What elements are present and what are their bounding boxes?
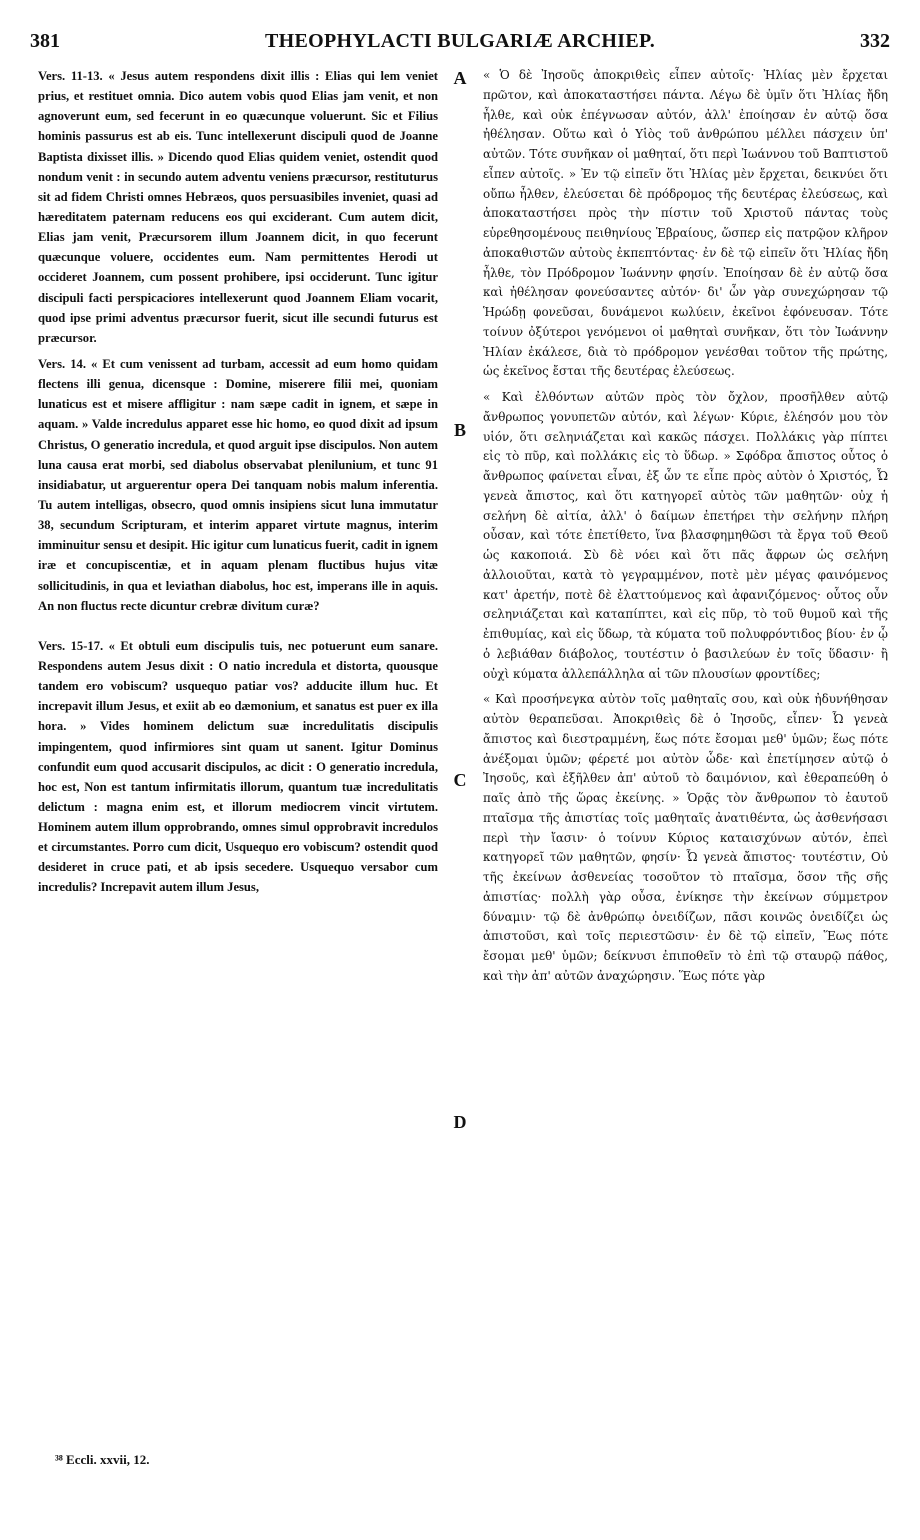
margin-letter-a: A <box>453 68 467 88</box>
latin-paragraph-vers-14: Vers. 14. « Et cum venissent ad turbam, accessit ad eum homo quidam flectens illi genua, dicensque : Domine, miserere filii mei, quoniam lunaticus est et misere affligitur : nam sæpe cadit in ignem, et sæpe in aquam. » Valde incredulus apparet esse hic homo, eo quod dixit ad ipsum Christus, O generatio incredula, et quod arguit ipse discipulos. Non autem luna causa erat morbi, sed diabolus observabat plenilunium, et tunc 91 insidiabatur, ut arguerentur opera Dei tanquam nobis malum inferentia. Tu autem intelligas, obsecro, quod omnis insipiens sicut luna immutatur 38, secundum Scripturam, et interim apparet virtute magnus, interim imminuitur sensu et desipit. Hic igitur cum lunaticus fuerit, cadit in ignem iræ et concupiscentiæ, et in aquam plenam fluctibus hujus vitæ sollicitudinis, in qua et leviathan diabolus, hoc est, imperans ille in aquis. An non fluctus recte dicuntur crebræ divitum curæ? <box>38 356 438 613</box>
margin-letter-c: C <box>453 770 467 790</box>
latin-column <box>38 66 438 898</box>
footnote: ³⁸ Eccli. xxvii, 12. <box>55 1452 150 1467</box>
margin-letter-d: D <box>453 1112 467 1132</box>
latin-paragraph-vers-11-13: Vers. 11-13. « Jesus autem respondens dixit illis : Elias qui lem veniet prius, et restituet omnia. Dico autem vobis quod Elias jam venit, et non agnoverunt eum, sed fecerunt in eo quæcunque voluerunt. Sic et Filius hominis passurus est ab eis. Tunc intellexerunt discipuli quod de Joanne Baptista dixisset illis. » Dicendo quod Elias quidem veniet, ostendit quod nondum venit : in secundo autem adventu veniens præcursor, restituturus sit ad fidem Christi omnes Hebræos, quos persuasibiles inveniet, quasi ad hæreditatem paternam reducens eos qui exciderant. Cum autem dicit, Elias jam venit, Præcursorem illum Joannem dicit, in quo fecerunt quæcunque voluere, occidentes eum. Nam permittentes Herodi ut occideret Joannem, cum possent prohibere, ipsi occiderunt. Tunc igitur discipuli facti perspicaciores intellexerunt quod Joannem Eliam vocarit, quod ipse primi adventus præcursor fuerit, sicut ille secundi futurus est præcursor. <box>38 69 438 345</box>
running-title: THEOPHYLACTI BULGARIÆ ARCHIEP. <box>265 30 655 52</box>
page-number-right: 332 <box>860 30 890 52</box>
margin-letter-b: B <box>453 420 466 440</box>
greek-column <box>483 66 888 987</box>
page-header <box>30 30 890 60</box>
greek-paragraph-2: « Καὶ ἐλθόντων αὐτῶν πρὸς τὸν ὄχλον, προσῆλθεν αὐτῷ ἄνθρωπος γονυπετῶν αὐτόν, καὶ λέγων· Κύριε, ἐλέησόν μου τὸν υἱόν, ὅτι σεληνιάζεται καὶ κακῶς πάσχει. Πολλάκις γὰρ πίπτει εἰς τὸ πῦρ, καὶ πολλάκις εἰς τὸ ὕδωρ. » Σφόδρα ἄπιστος οὗτος ὁ ἄνθρωπος φαίνεται εἶναι, ἐξ ὧν τε εἶπε πρὸς αὐτὸν ὁ Χριστός, Ὦ γενεὰ ἄπιστος, καὶ ὅτι κατηγορεῖ αὐτὸς τῶν μαθητῶν· οὐχ ἡ σελήνη δὲ αἰτία, ἀλλ' ὁ δαίμων ἐπετήρει τὴν σελήνην πλήρη οὖσαν, καὶ τότε ἐπετίθετο, ἵνα βλασφημηθῶσι τὰ ἔργα τοῦ Θεοῦ ὡς κακοποιά. Σὺ δὲ νόει καὶ ὅτι πᾶς ἄφρων ὡς σελήνη ἀλλοιοῦται, κατὰ τὸ γεγραμμένον, ποτὲ μὲν μέγας φαινόμενος κατ' ἀρετήν, ποτὲ δὲ ἐλαττούμενος καὶ ἀφανιζόμενος· οὗτος οὖν σεληνιάζεται καὶ καταπίπτει, καὶ εἰς πῦρ, τὸ τοῦ θυμοῦ καὶ τῆς ἐπιθυμίας, καὶ εἰς ὕδωρ, τὰ κύματα τοῦ πολυφρόντιδος βίου· ἐν ᾧ ὁ λεβιάθαν διάβολος, τουτέστιν ὁ βασιλεύων ἐν τοῖς ὕδασιν· ἢ οὐχὶ κύματα ἀλλεπάλληλα αἱ τῶν πλουσίων φροντίδες; <box>483 390 888 681</box>
greek-paragraph-1: « Ὁ δὲ Ἰησοῦς ἀποκριθεὶς εἶπεν αὐτοῖς· Ἠλίας μὲν ἔρχεται πρῶτον, καὶ ἀποκαταστήσει πάντα. Λέγω δὲ ὑμῖν ὅτι Ἠλίας ἤδη ἦλθε, καὶ οὐκ ἐπέγνωσαν αὐτόν, ἀλλ' ἐποίησαν ἐν αὐτῷ ὅσα ἠθέλησαν. Οὕτω καὶ ὁ Υἱὸς τοῦ ἀνθρώπου μέλλει πάσχειν ὑπ' αὐτῶν. Τότε συνῆκαν οἱ μαθηταί, ὅτι περὶ Ἰωάννου τοῦ Βαπτιστοῦ εἶπεν αὐτοῖς. » Ἐν τῷ εἰπεῖν ὅτι Ἠλίας μὲν ἔρχεται, δεικνύει ὅτι οὔπω ἦλθεν, ἐλεύσεται δὲ πρόδρομος τῆς δευτέρας ἐλεύσεως, καὶ ἀποκαταστήσει πρὸς τὴν πίστιν τοῦ Χριστοῦ πάντας τοὺς εὑρεθησομένους πειθηνίους Ἑβραίους, ὥσπερ εἰς πατρῷον κλῆρον ἀποκαθιστῶν αὐτοὺς ἐκπεπτόντας· ἐν δὲ τῷ εἰπεῖν ὅτι Ἠλίας ἤδη ἦλθε, τὸν Πρόδρομον Ἰωάννην φησίν. Ἐποίησαν δὲ ἐν αὐτῷ ὅσα καὶ ἠθέλησαν φονεύσαντες αὐτόν· δι' ὧν γὰρ συνεχώρησαν τῷ Ἡρώδῃ φονεῦσαι, δυνάμενοι κωλύειν, ἐκεῖνοι ἐφόνευσαν. Τότε τοίνυν ὀξύτεροι γενόμενοι οἱ μαθηταὶ συνῆκαν, ὅτι τὸν Ἰωάννην Ἠλίαν ἐκάλεσε, διὰ τὸ πρόδρομον γενέσθαι τοῦτον τῆς πρώτης, ὡς ἐκεῖνος ἔσται τῆς δευτέρας ἐλεύσεως. <box>483 68 888 379</box>
page-number-left: 381 <box>30 30 60 52</box>
greek-paragraph-3: « Καὶ προσήνεγκα αὐτὸν τοῖς μαθηταῖς σου, καὶ οὐκ ἠδυνήθησαν αὐτὸν θεραπεῦσαι. Ἀποκριθεὶς δὲ ὁ Ἰησοῦς, εἶπεν· Ὦ γενεὰ ἄπιστος καὶ διεστραμμένη, ἕως πότε ἔσομαι μεθ' ὑμῶν; ἕως πότε ἀνέξομαι ὑμῶν; φέρετέ μοι αὐτὸν ὧδε· καὶ ἐπετίμησεν αὐτῷ ὁ Ἰησοῦς, καὶ ἐξῆλθεν ἀπ' αὐτοῦ τὸ δαιμόνιον, καὶ ἐθεραπεύθη ὁ παῖς ἀπὸ τῆς ὥρας ἐκείνης. » Ὁρᾷς τὸν ἄνθρωπον τὸ ἑαυτοῦ πταῖσμα τῆς ἀπιστίας τοῖς μαθηταῖς ἀνατιθέντα, ὡς ἀσθενήσασι περὶ τὴν ἴασιν· ὁ τοίνυν Κύριος καταισχύνων αὐτόν, ἐπεὶ κατηγορεῖ τῶν μαθητῶν, φησίν· Ὦ γενεὰ ἄπιστος· τουτέστιν, Οὐ τῆς ἐκείνων ἀσθενείας τοσοῦτον τὸ πταῖσμα, ὅσον τῆς σῆς ἀπιστίας· πολλὴ γὰρ οὖσα, ἐνίκησε τὴν ἐκείνων σύμμετρον δύναμιν· τῷ δὲ ἀνθρώπῳ ὀνειδίζων, πᾶσι κοινῶς ὀνειδίζει ὡς ἀπιστοῦσι, καὶ τοῖς περιεστῶσιν· ἐν δὲ τῷ εἰπεῖν, Ἕως πότε ἔσομαι μεθ' ὑμῶν; δείκνυσι ἐπιποθεῖν τὸ ἐπὶ τῷ σταυρῷ πάθος, καὶ τὴν ἀπ' αὐτῶν ἀναχώρησιν. Ἕως πότε γὰρ <box>483 692 888 983</box>
latin-paragraph-vers-15-17: Vers. 15-17. « Et obtuli eum discipulis tuis, nec potuerunt eum sanare. Respondens autem Jesus dixit : O natio incredula et distorta, quousque tandem ero vobiscum? usquequo patiar vos? adducite illum huc. Et increpavit illum Jesus, et exiit ab eo dæmonium, et sanatus est puer ex illa hora. » Vides hominem delictum suæ incredulitatis discipulis impingentem, quod infirmiores sint quam ut sanent. Igitur Dominus confundit eum quod accusarit discipulos, ac dicit : O generatio incredula, hoc est, Non est tantum infirmitatis illorum, quantum tuæ incredulitatis delictum : magna enim est, et illorum mediocrem vincit virtutem. Hominem autem illum opprobrando, omnes simul opprobravit incredulos et circumstantes. Porro cum dicit, Usquequo ero vobiscum? ostendit quod desideret in cruce pati, et ab ipsis secedere. Usquequo versabor cum incredulis? Increpavit autem illum Jesus, <box>38 638 438 895</box>
